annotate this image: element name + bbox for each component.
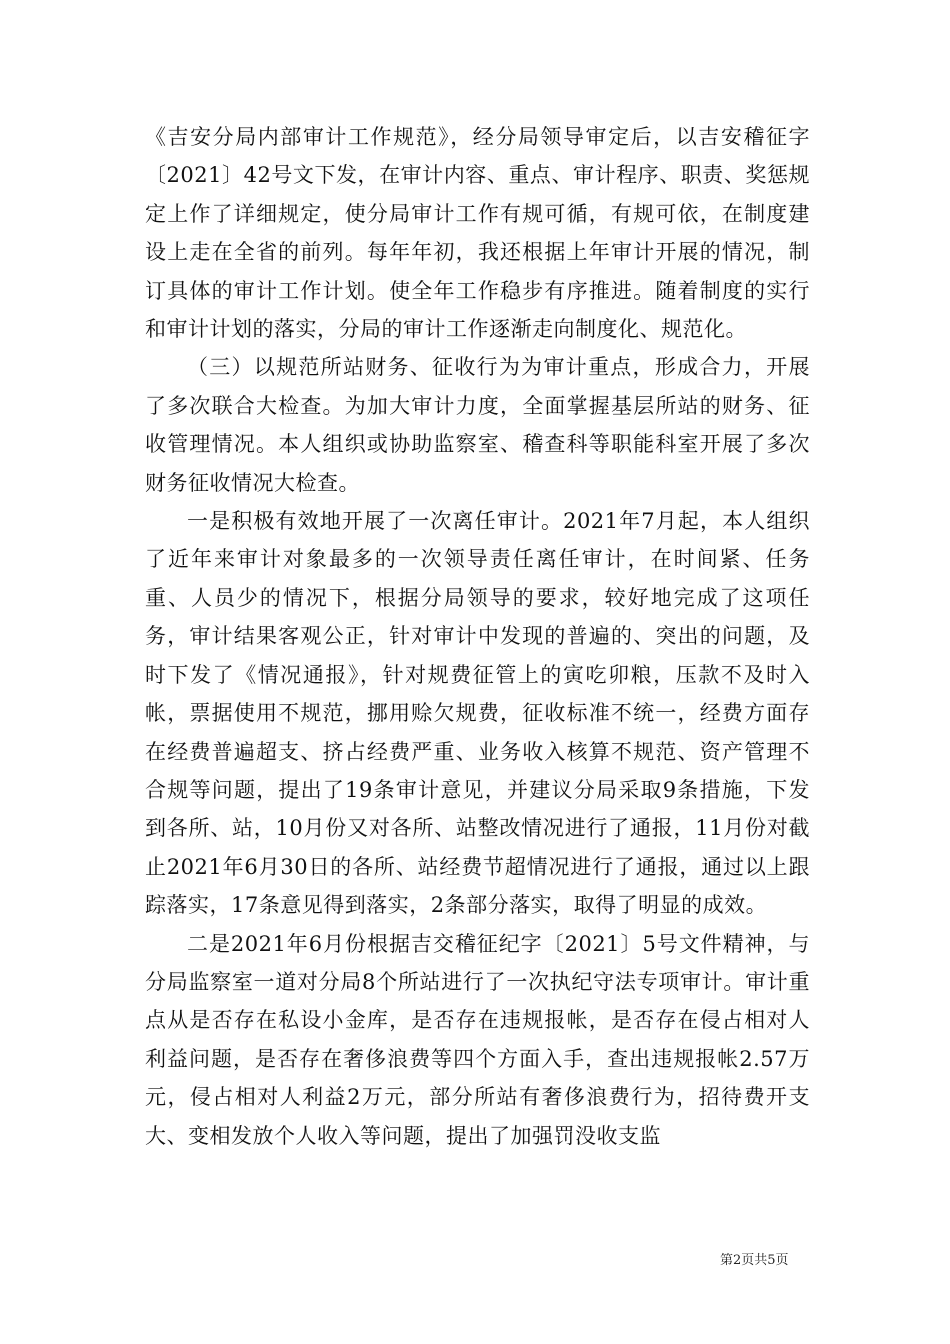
paragraph-section-three: （三）以规范所站财务、征收行为为审计重点，形成合力，开展了多次联合大检查。为加大审计力度，全面掌握基层所站的财务、征收管理情况。本人组织或协助监察室、稽查科等职能科室开展了多次财务征收情况大检查。	[145, 355, 810, 495]
page-number: 第2页共5页	[720, 1253, 789, 1268]
document-body	[145, 118, 810, 1155]
paragraph-item-one: 一是积极有效地开展了一次离任审计。2021年7月起，本人组织了近年来审计对象最多的一次领导责任离任审计，在时间紧、任务重、人员少的情况下，根据分局领导的要求，较好地完成了这项任务，审计结果客观公正，针对审计中发现的普遍的、突出的问题，及时下发了《情况通报》，针对规费征管上的寅吃卯粮，压款不及时入帐，票据使用不规范，挪用赊欠规费，征收标准不统一，经费方面存在经费普遍超支、挤占经费严重、业务收入核算不规范、资产管理不合规等问题，提出了19条审计意见，并建议分局采取9条措施，下发到各所、站，10月份又对各所、站整改情况进行了通报，11月份对截止2021年6月30日的各所、站经费节超情况进行了通报，通过以上跟踪落实，17条意见得到落实，2条部分落实，取得了明显的成效。	[145, 509, 810, 918]
paragraph-continuation: 《吉安分局内部审计工作规范》，经分局领导审定后，以吉安稽征字〔2021〕42号文下发，在审计内容、重点、审计程序、职责、奖惩规定上作了详细规定，使分局审计工作有规可循，有规可依，在制度建设上走在全省的前列。每年年初，我还根据上年审计开展的情况，制订具体的审计工作计划。使全年工作稳步有序推进。随着制度的实行和审计计划的落实，分局的审计工作逐渐走向制度化、规范化。	[145, 125, 810, 342]
paragraph-item-two: 二是2021年6月份根据吉交稽征纪字〔2021〕5号文件精神，与分局监察室一道对分局8个所站进行了一次执纪守法专项审计。审计重点从是否存在私设小金库，是否存在违规报帐，是否存在侵占相对人利益问题，是否存在奢侈浪费等四个方面入手，查出违规报帐2.57万元，侵占相对人利益2万元，部分所站有奢侈浪费行为，招待费开支大、变相发放个人收入等问题，提出了加强罚没收支监	[145, 931, 810, 1148]
